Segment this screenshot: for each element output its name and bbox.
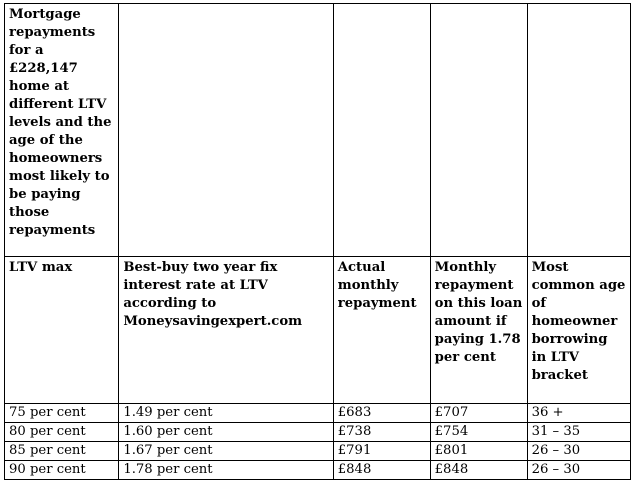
header-actual-repayment: Actual monthly repayment (333, 257, 430, 404)
table-row (5, 442, 631, 461)
cell-repayment: £707 (430, 404, 527, 423)
header-ltv-max: LTV max (5, 257, 119, 404)
header-common-age: Most common age of homeowner borrowing in LTV bracket (527, 257, 630, 404)
empty-cell (430, 4, 527, 257)
header-row (5, 257, 631, 404)
cell-ltv: 75 per cent (5, 404, 119, 423)
cell-repayment: £801 (430, 442, 527, 461)
table-row (5, 423, 631, 442)
title-row (5, 4, 631, 257)
title-cell: Mortgage repayments for a £228,147 home at different LTV levels and the age of the homeowners most likely to be paying those repayments (5, 4, 119, 257)
header-best-buy-rate: Best-buy two year fix interest rate at LTV according to Moneysavingexpert.com (119, 257, 333, 404)
cell-ltv: 80 per cent (5, 423, 119, 442)
header-repayment-at-178: Monthly repayment on this loan amount if paying 1.78 per cent (430, 257, 527, 404)
cell-actual: £791 (333, 442, 430, 461)
cell-ltv: 85 per cent (5, 442, 119, 461)
cell-age: 31 – 35 (527, 423, 630, 442)
cell-repayment: £754 (430, 423, 527, 442)
cell-age: 36 + (527, 404, 630, 423)
table-row (5, 461, 631, 480)
cell-rate: 1.60 per cent (119, 423, 333, 442)
cell-rate: 1.78 per cent (119, 461, 333, 480)
cell-age: 26 – 30 (527, 442, 630, 461)
cell-ltv: 90 per cent (5, 461, 119, 480)
cell-actual: £848 (333, 461, 430, 480)
cell-repayment: £848 (430, 461, 527, 480)
mortgage-table (4, 3, 631, 480)
empty-cell (527, 4, 630, 257)
cell-rate: 1.67 per cent (119, 442, 333, 461)
cell-age: 26 – 30 (527, 461, 630, 480)
table-row (5, 404, 631, 423)
empty-cell (333, 4, 430, 257)
cell-actual: £738 (333, 423, 430, 442)
cell-rate: 1.49 per cent (119, 404, 333, 423)
cell-actual: £683 (333, 404, 430, 423)
empty-cell (119, 4, 333, 257)
